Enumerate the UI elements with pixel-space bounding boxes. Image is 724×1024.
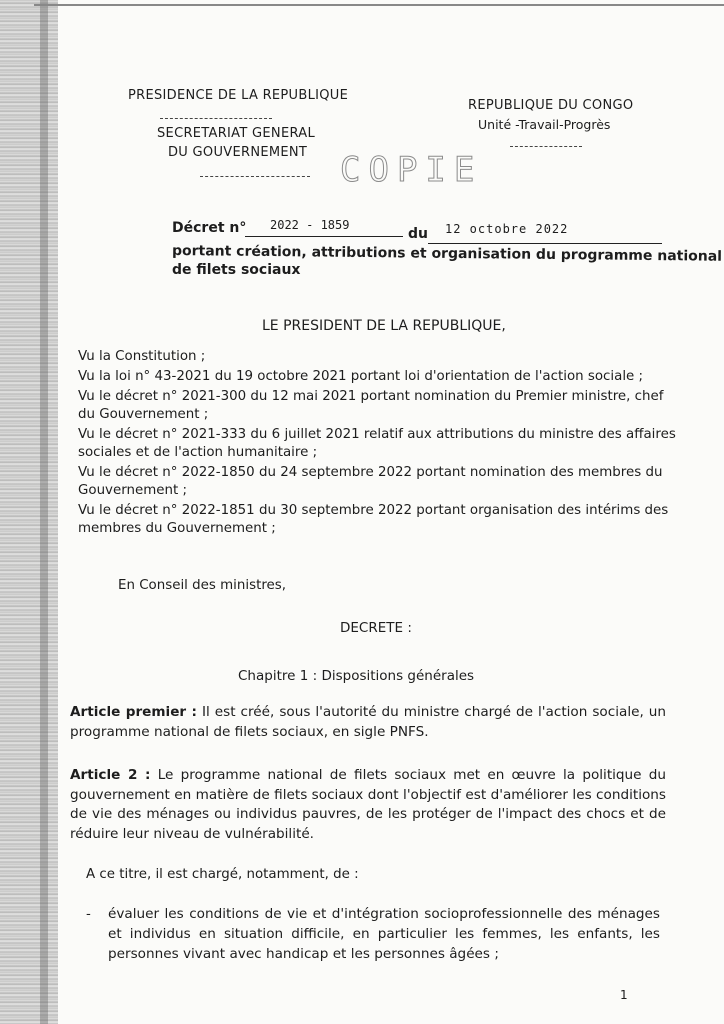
decret-subject-line1: portant création, attributions et organisation du programme national (171, 243, 723, 265)
visa-decret-2021-333: Vu le décret n° 2021-333 du 6 juillet 2021 relatif aux attributions du ministre des affaires sociales et de l'action humanitaire ; (78, 427, 676, 460)
decret-label: Décret n° (172, 220, 247, 236)
article-premier (70, 703, 666, 742)
chapter-heading: Chapitre 1 : Dispositions générales (238, 668, 475, 684)
header-secretariat: SECRETARIAT GENERAL (157, 126, 316, 141)
a-ce-titre: A ce titre, il est chargé, notamment, de : (86, 867, 359, 882)
header-presidence: PRESIDENCE DE LA REPUBLIQUE (128, 88, 349, 103)
decrete-heading: DECRETE : (340, 620, 412, 636)
president-heading: LE PRESIDENT DE LA REPUBLIQUE, (262, 318, 506, 334)
visa-constitution: Vu la Constitution ; (78, 349, 206, 364)
decret-subject-line2: de filets sociaux (172, 262, 301, 278)
visa-loi-43-2021: Vu la loi n° 43-2021 du 19 octobre 2021 portant loi d'orientation de l'action sociale ; (78, 369, 644, 384)
header-republique: REPUBLIQUE DU CONGO (468, 98, 634, 113)
article-2-text: Le programme national de filets sociaux met en œuvre la politique du gouvernement en matière de filets sociaux dont l'objectif est d'améliorer les conditions de vie des ménages ou individus pauvres, de les protéger de l'impact des chocs et de réduire leur niveau de vulnérabilité. (70, 767, 666, 842)
page-number: 1 (620, 988, 628, 1002)
decret-number: 2022 - 1859 (270, 218, 350, 232)
header-right-divider (510, 146, 582, 147)
article-premier-label: Article premier : (70, 704, 197, 720)
bullet-dash: - (86, 907, 91, 922)
decret-number-underline (245, 236, 403, 237)
article-premier-text: Il est créé, sous l'autorité du ministre chargé de l'action sociale, un programme national de filets sociaux, en sigle PNFS. (70, 704, 667, 740)
scan-top-line (34, 4, 724, 6)
bullet-item-1: évaluer les conditions de vie et d'intégration socioprofessionnelle des ménages et individus en situation difficile, en particulier les femmes, les enfants, les personnes vivant avec handicap et les personnes âgées ; (108, 906, 660, 962)
decret-date: 12 octobre 2022 (445, 222, 569, 236)
visa-decret-2022-1850: Vu le décret n° 2022-1850 du 24 septembre 2022 portant nomination des membres du Gouvernement ; (78, 465, 663, 498)
header-devise: Unité -Travail-Progrès (478, 117, 611, 132)
du-label: du (408, 226, 428, 242)
visa-decret-2021-300: Vu le décret n° 2021-300 du 12 mai 2021 portant nomination du Premier ministre, chef du Gouvernement ; (78, 389, 664, 422)
conseil-des-ministres: En Conseil des ministres, (118, 578, 286, 593)
copie-stamp: COPIE (340, 150, 483, 190)
header-gouvernement: DU GOUVERNEMENT (168, 145, 308, 160)
visa-decret-2022-1851: Vu le décret n° 2022-1851 du 30 septembre 2022 portant organisation des intérims des membres du Gouvernement ; (78, 503, 669, 536)
article-2 (70, 766, 666, 844)
header-signature-line (200, 176, 310, 177)
header-divider (160, 118, 272, 119)
scan-edge-shadow (40, 0, 48, 1024)
decret-date-underline (428, 243, 662, 244)
article-2-label: Article 2 : (70, 767, 151, 783)
scan-edge (0, 0, 58, 1024)
